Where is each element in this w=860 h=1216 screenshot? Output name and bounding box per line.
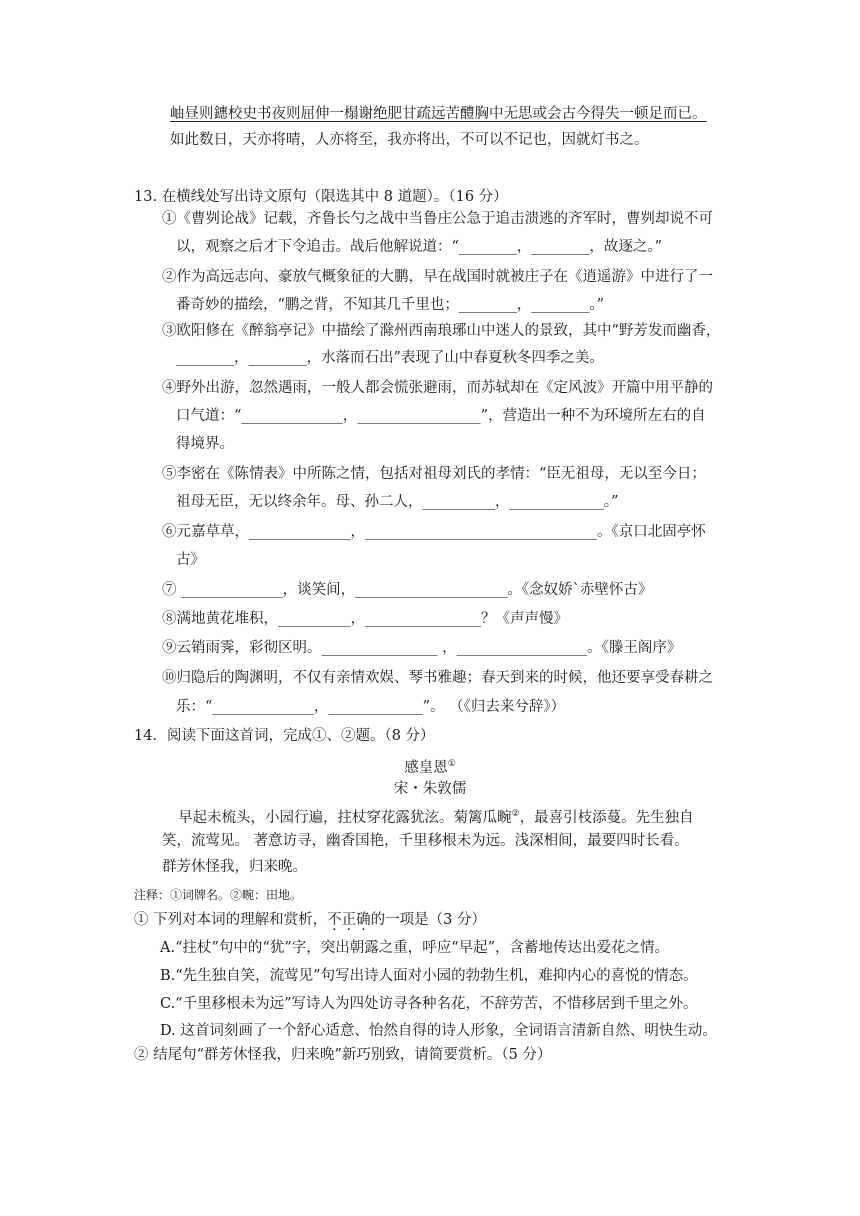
q13-item-10-line-1: ⑩归隐后的陶渊明，不仅有亲情欢娱、琴书雅趣；春天到来的时候，他还要享受春耕之 <box>162 670 713 686</box>
sub-question-1: ① 下列对本词的理解和赏析，不正确的一项是（3 分） <box>134 912 486 928</box>
q13-item-4-line-3: 得境界。 <box>176 436 234 452</box>
q13-item-7: ⑦ ______________，谈笑间，_____________________。《念奴娇`赤壁怀古》 <box>162 582 653 598</box>
q13-item-3-line-2: ________，________，水落而石出”表现了山中春夏秋冬四季之美。 <box>176 350 604 366</box>
poem-line-2: 笑，流莺见。 著意访寻，幽香国艳，千里移根未为远。浅深相间，最要四时长看。 <box>162 833 689 849</box>
poem-footnote-mark: ② <box>511 809 520 819</box>
q13-item-6-line-1: ⑥元嘉草草，______________，________________________________。《京口北固亭怀 <box>162 524 706 540</box>
q13-item-10-line-2: 乐：“______________，_____________”。 （《归去来兮辞》） <box>176 699 566 715</box>
option-b: B.“先生独自笑，流莺见”句写出诗人面对小园的勃勃生机，难抑内心的喜悦的情态。 <box>160 968 698 984</box>
notes: 注释：①词牌名。②畹：田地。 <box>134 888 303 902</box>
poem-line-3: 群芳休怪我，归来晚。 <box>162 859 307 875</box>
option-a: A.“拄杖”句中的“犹”字，突出朝露之重，呼应“早起”，含蓄地传达出爱花之情。 <box>160 940 670 956</box>
q13-item-4-line-1: ④野外出游，忽然遇雨，一般人都会慌张避雨，而苏轼却在《定风波》开篇中用平静的 <box>162 380 713 396</box>
q13-item-9: ⑨云销雨霁，彩彻区明。________________ ，__________________。《滕王阁序》 <box>162 640 682 656</box>
excerpt-line-1: 岫昼则鏸校史书夜则屈伸一榻谢绝肥甘疏远苦醴胸中无思或会古今得失一顿足而已。 <box>170 106 707 122</box>
poem-author: 宋・朱敦儒 <box>393 781 467 797</box>
q13-item-2-line-1: ②作为高远志向、豪放气概象征的大鹏，早在战国时就被庄子在《逍遥游》中进行了一 <box>162 269 713 285</box>
option-d: D. 这首词刻画了一个舒心适意、怡然自得的诗人形象，全词语言清新自然、明快生动。 <box>160 1023 717 1039</box>
option-c: C.“千里移根未为远”写诗人为四处访寻各种名花，不辞劳苦，不惜移居到千里之外。 <box>160 996 698 1012</box>
poem-title: 感皇恩① <box>404 759 456 776</box>
q13-item-8: ⑧满地黄花堆积，__________，________________？《声声慢》 <box>162 611 568 627</box>
q13-item-1-line-2: 以，观察之后才下令追击。战后他解说道：“________，________，故逐之。” <box>176 239 663 255</box>
q13-item-2-line-2: 番奇妙的描绘，“鹏之背，不知其几千里也；________，________。” <box>176 297 605 313</box>
q13-item-3-line-1: ③欧阳修在《醉翁亭记》中描绘了滁州西南琅琊山中迷人的景致，其中“野芳发而幽香， <box>162 323 721 339</box>
question-13-title: 13. 在横线处写出诗文原句（限选其中 8 道题）。（16 分） <box>134 189 508 205</box>
poem-line-1: 早起未梳头，小园行遍，拄杖穿花露犹泫。菊篱瓜畹②，最喜引枝添蔓。先生独自 <box>178 809 694 826</box>
q13-item-1-line-1: ①《曹刿论战》记载，齐鲁长勺之战中当鲁庄公急于追击溃逃的齐军时，曹刿却说不可 <box>162 211 713 227</box>
question-14-title: 14．阅读下面这首词，完成①、②题。（8 分） <box>134 728 435 744</box>
q13-item-5-line-2: 祖母无臣，无以终余年。母、孙二人，__________，_____________。” <box>176 494 619 510</box>
q13-item-6-line-2: 古》 <box>176 552 205 568</box>
q13-item-4-line-2: 口气道：“______________，_________________”，营造出一种不为环境所左右的自 <box>176 408 706 424</box>
q13-item-5-line-1: ⑤李密在《陈情表》中所陈之情，包括对祖母刘氏的孝情：“臣无祖母，无以至今日； <box>162 466 706 482</box>
excerpt-line-2: 如此数日，天亦将晴，人亦将至，我亦将出，不可以不记也，因就灯书之。 <box>170 132 649 148</box>
poem-title-footnote: ① <box>447 759 456 769</box>
sub-question-2: ② 结尾句“群芳休怪我，归来晚”新巧别致，请简要赏析。（5 分） <box>134 1047 552 1063</box>
